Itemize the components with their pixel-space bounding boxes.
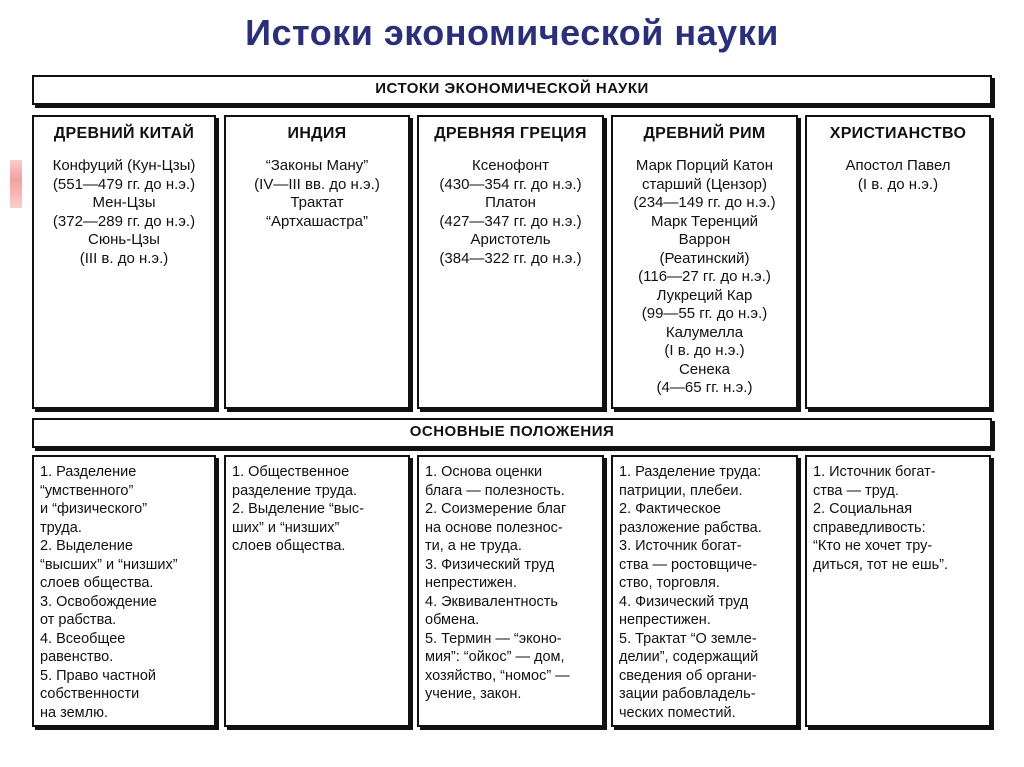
points-list (807, 457, 989, 574)
text-line: на землю. (40, 704, 108, 721)
text-line: Калумелла (665, 323, 744, 341)
text-line: 4. Всеобщее (40, 630, 126, 647)
text-line: 3. Источник богат- (619, 538, 742, 554)
text-line: Лукреций Кар (656, 286, 753, 304)
points-ancient-china (32, 455, 216, 727)
column-christianity (805, 115, 991, 409)
text-line: разложение рабства. (619, 519, 762, 536)
text-line: Ксенофонт (471, 157, 550, 174)
text-line: 1. Основа оценки (425, 464, 543, 480)
text-line: ства — ростовщиче- (619, 556, 758, 573)
text-line: “умственного” (40, 482, 134, 499)
points-christianity (805, 455, 991, 727)
text-line: от рабства. (40, 612, 117, 628)
text-line: учение, закон. (425, 686, 522, 702)
text-line: (372—289 гг. до н.э.) (52, 212, 196, 230)
text-line: труда. (40, 519, 82, 536)
text-line: “Кто не хочет тру- (813, 538, 933, 554)
column-ancient-rome (611, 115, 798, 409)
text-line: Платон (485, 194, 536, 211)
column-ancient-china (32, 115, 216, 409)
points-ancient-greece (417, 455, 604, 727)
text-line: разделение труда. (232, 482, 357, 499)
text-line: Конфуций (Кун-Цзы) (52, 157, 196, 174)
text-line: Сенека (678, 360, 731, 378)
top-band-title: ИСТОКИ ЭКОНОМИЧЕСКОЙ НАУКИ (32, 75, 992, 105)
text-line: 1. Источник богат- (813, 464, 936, 480)
text-line: 1. Разделение (40, 464, 137, 480)
text-line: и “физического” (40, 501, 148, 517)
text-line: 2. Фактическое (619, 501, 721, 517)
text-line: (I в. до н.э.) (664, 342, 745, 359)
column-header: ДРЕВНЯЯ ГРЕЦИЯ (434, 125, 587, 142)
text-line: на основе полезнос- (425, 519, 563, 536)
text-line: ства — труд. (813, 482, 899, 499)
names-list (226, 157, 408, 231)
decorative-mark (10, 160, 22, 208)
middle-band-title: ОСНОВНЫЕ ПОЛОЖЕНИЯ (32, 418, 992, 448)
text-line: (Реатинский) (659, 249, 750, 267)
text-line: “высших” и “низших” (40, 556, 178, 573)
text-line: (427—347 гг. до н.э.) (439, 212, 582, 230)
text-line: патриции, плебеи. (619, 482, 743, 499)
text-line: (234—149 гг. до н.э.) (633, 194, 776, 211)
text-line: Трактат (290, 194, 344, 211)
column-header: ИНДИЯ (287, 125, 347, 142)
text-line: (430—354 гг. до н.э.) (439, 175, 582, 193)
text-line: диться, тот не ешь”. (813, 556, 949, 573)
text-line: 2. Выделение “выс- (232, 501, 365, 517)
text-line: “Законы Ману” (265, 157, 369, 174)
points-list (419, 457, 602, 704)
text-line: (IV—III вв. до н.э.) (254, 175, 380, 193)
text-line: Марк Порций Катон (635, 157, 774, 174)
text-line: “Артхашастра” (266, 212, 368, 230)
column-header: ДРЕВНИЙ РИМ (643, 125, 766, 142)
text-line: слоев общества. (232, 538, 346, 554)
text-line: (99—55 гг. до н.э.) (641, 305, 768, 322)
text-line: сведения об органи- (619, 667, 757, 684)
text-line: хозяйство, “номос” — (425, 667, 570, 684)
text-line: 3. Освобождение (40, 593, 157, 610)
text-line: Марк Теренций (650, 212, 759, 230)
column-header: ДРЕВНИЙ КИТАЙ (53, 125, 195, 142)
text-line: ти, а не труда. (425, 538, 522, 554)
text-line: ших” и “низших” (232, 519, 340, 536)
text-line: 2. Социальная (813, 501, 913, 517)
page-title: Истоки экономической науки (245, 12, 779, 53)
text-line: 5. Термин — “эконо- (425, 630, 562, 647)
text-line: 2. Соизмерение благ (425, 501, 567, 517)
text-line: справедливость: (813, 519, 926, 536)
text-line: 2. Выделение (40, 538, 133, 554)
points-india (224, 455, 410, 727)
text-line: равенство. (40, 649, 114, 665)
text-line: 1. Разделение труда: (619, 464, 762, 480)
names-list (34, 157, 214, 268)
text-line: (4—65 гг. н.э.) (656, 379, 753, 396)
text-line: непрестижен. (425, 575, 517, 591)
points-list (226, 457, 408, 556)
text-line: зации рабовладель- (619, 686, 756, 702)
text-line: (384—322 гг. до н.э.) (439, 249, 582, 267)
text-line: Аристотель (470, 231, 551, 248)
text-line: 5. Право частной (40, 667, 156, 684)
text-line: Варрон (678, 231, 731, 248)
text-line: 4. Физический труд (619, 593, 749, 610)
column-india (224, 115, 410, 409)
text-line: слоев общества. (40, 575, 154, 591)
text-line: блага — полезность. (425, 482, 565, 499)
text-line: (I в. до н.э.) (857, 175, 939, 193)
text-line: (III в. до н.э.) (79, 249, 169, 267)
text-line: делии”, содержащий (619, 649, 759, 665)
text-line: обмена. (425, 612, 480, 628)
text-line: ство, торговля. (619, 575, 720, 591)
names-list (807, 157, 989, 194)
text-line: 4. Эквивалентность (425, 593, 558, 610)
text-line: (551—479 гг. до н.э.) (52, 175, 196, 193)
names-list (613, 157, 796, 398)
text-line: 3. Физический труд (425, 556, 555, 573)
text-line: Сюнь-Цзы (88, 231, 160, 248)
column-ancient-greece (417, 115, 604, 409)
text-line: старший (Цензор) (642, 175, 767, 193)
names-list (419, 157, 602, 268)
text-line: непрестижен. (619, 612, 711, 628)
text-line: Мен-Цзы (92, 194, 156, 211)
points-list (34, 457, 214, 722)
points-list (613, 457, 796, 722)
points-ancient-rome (611, 455, 798, 727)
text-line: мия”: “ойкос” — дом, (425, 649, 565, 665)
text-line: 5. Трактат “О земле- (619, 630, 757, 647)
column-header: ХРИСТИАНСТВО (829, 125, 967, 142)
text-line: 1. Общественное (232, 464, 350, 480)
text-line: Апостол Павел (845, 157, 951, 174)
text-line: (116—27 гг. до н.э.) (638, 268, 771, 285)
text-line: ческих поместий. (619, 704, 736, 721)
text-line: собственности (40, 686, 140, 702)
